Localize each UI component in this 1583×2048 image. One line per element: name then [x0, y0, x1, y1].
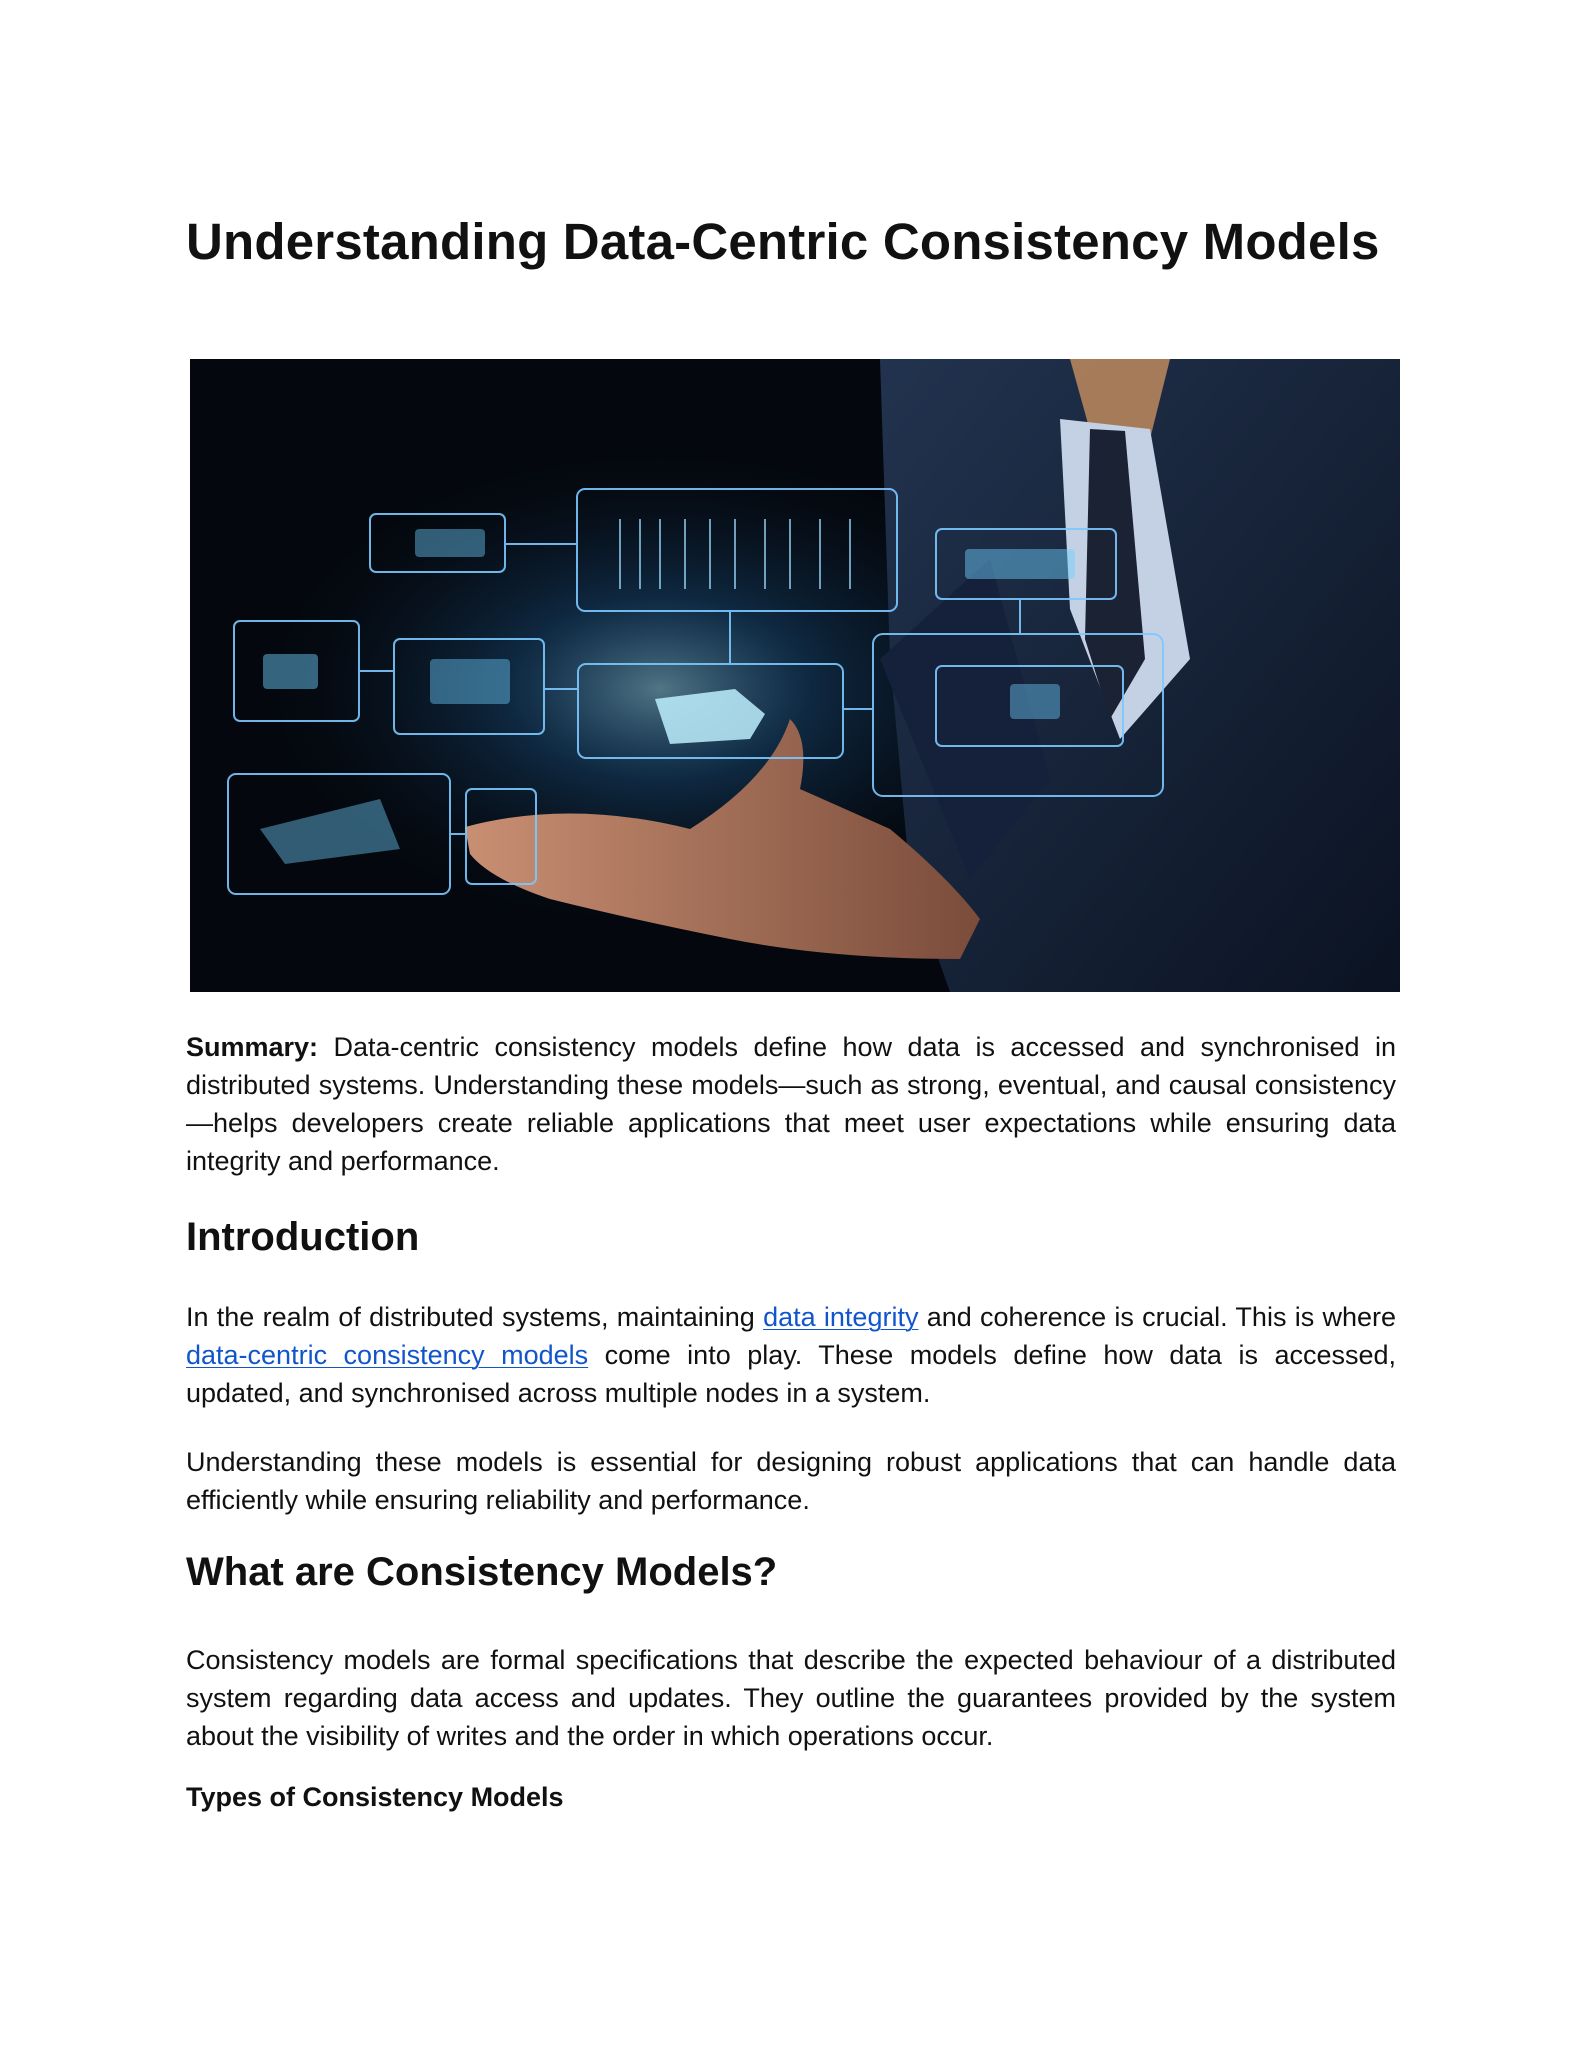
intro-text-2: and coherence is crucial. This is where — [918, 1302, 1396, 1332]
consistency-models-paragraph: Consistency models are formal specifications that describe the expected behaviour of a distributed system regarding data access and updates. They outline the guarantees provided by the system about the visibility of writes and the order in which operations occur. — [186, 1645, 1396, 1751]
summary-label: Summary: — [186, 1032, 319, 1062]
data-integrity-link[interactable]: data integrity — [763, 1302, 919, 1332]
intro-text-3: come into play. These models define how data is accessed, updated, and synchronised across multiple nodes in a system. — [186, 1340, 1397, 1408]
introduction-paragraph-2: Understanding these models is essential for designing robust applications that can handle data efficiently while ensuring reliability and performance. — [186, 1447, 1396, 1515]
introduction-heading: Introduction — [186, 1215, 420, 1259]
intro-text-1: In the realm of distributed systems, maintaining — [186, 1302, 764, 1332]
introduction-paragraph-1 — [186, 1298, 1396, 1412]
summary-paragraph — [186, 1028, 1396, 1180]
page-title: Understanding Data-Centric Consistency Models — [186, 213, 1380, 270]
consistency-models-heading: What are Consistency Models? — [186, 1550, 778, 1594]
hero-image — [190, 359, 1400, 992]
types-subheading: Types of Consistency Models — [186, 1782, 564, 1812]
hero-illustration — [190, 359, 1400, 992]
data-centric-consistency-models-link[interactable]: data-centric consistency models — [186, 1340, 589, 1370]
summary-text: Data-centric consistency models define how data is accessed and synchronised in distributed systems. Understanding these models—such as strong, eventual, and causal consistency—helps developers create reliable applications that meet user expectations while ensuring data integrity and performance. — [186, 1032, 1396, 1176]
